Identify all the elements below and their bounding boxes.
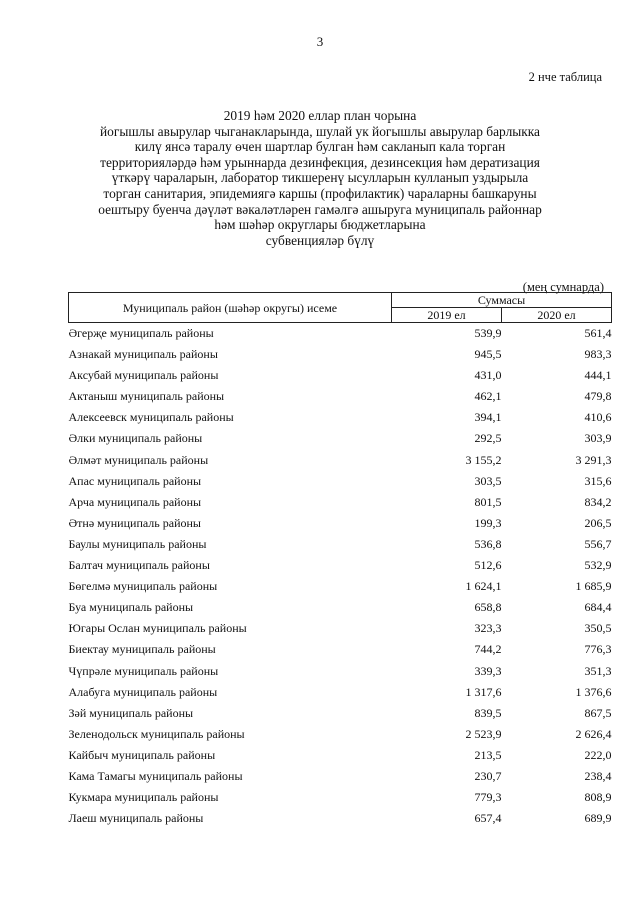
title-line: үткәрү чараларын, лаборатор тикшеренү ысулларын кулланып уздырыла [111,170,529,186]
table-row [69,555,612,576]
table-row [69,323,612,345]
table-row [69,597,612,618]
district-name-cell: Кайбыч муниципаль районы [68,747,216,762]
district-name-header: Муниципаль район (шәһәр округы) исеме [69,293,392,323]
district-name-cell: Арча муниципаль районы [68,494,202,509]
table-row [69,745,612,766]
value-2020-cell: 808,9 [584,790,612,805]
title-line: торган санитария, эпидемиягә каршы (профилактик) чараларны башкаруны [103,185,537,201]
table-row [69,618,612,639]
value-2019-cell: 657,4 [474,811,502,826]
value-2020-cell: 410,6 [584,410,612,425]
value-2020-cell: 351,3 [584,663,612,678]
value-2020-cell: 3 291,3 [575,452,612,467]
district-name-cell: Актаныш муниципаль районы [68,389,225,404]
value-2020-cell: 1 376,6 [575,684,612,699]
table-row [69,513,612,534]
title-line: 2019 һәм 2020 еллар план чорына [223,108,417,123]
value-2019-cell: 945,5 [474,347,502,362]
document-title [90,108,550,248]
value-2019-cell: 462,1 [474,389,502,404]
value-2019-cell: 1 317,6 [465,684,502,699]
value-2020-cell: 303,9 [584,431,612,446]
value-2019-cell: 536,8 [474,536,502,551]
table-row [69,724,612,745]
value-2020-cell: 444,1 [584,368,612,383]
value-2019-cell: 779,3 [474,790,502,805]
value-2020-cell: 532,9 [584,558,612,573]
district-name-cell: Югары Ослан муниципаль районы [68,621,247,636]
table-row [69,365,612,386]
table-row [69,428,612,449]
year-2019-header: 2019 ел [392,308,502,323]
district-name-cell: Биектау муниципаль районы [68,642,216,657]
value-2019-cell: 431,0 [474,368,502,383]
district-name-cell: Кукмара муниципаль районы [68,790,219,805]
value-2020-cell: 1 685,9 [575,579,612,594]
district-name-cell: Кама Тамагы муниципаль районы [68,768,243,783]
value-2019-cell: 394,1 [474,410,502,425]
value-2019-cell: 2 523,9 [465,726,502,741]
table-row [69,576,612,597]
value-2020-cell: 479,8 [584,389,612,404]
table-row [69,344,612,365]
district-name-cell: Лаеш муниципаль районы [68,811,204,826]
value-2019-cell: 303,5 [474,473,502,488]
district-name-cell: Әлки муниципаль районы [68,431,203,446]
value-2020-cell: 561,4 [584,326,612,340]
table-row [69,639,612,660]
value-2019-cell: 1 624,1 [465,579,502,594]
value-2020-cell: 689,9 [584,811,612,826]
table-row [69,407,612,428]
table-row [69,703,612,724]
district-name-cell: Буа муниципаль районы [68,600,194,615]
district-name-cell: Алабуга муниципаль районы [68,684,218,699]
value-2019-cell: 539,9 [474,326,502,340]
table-label: 2 нче таблица [528,70,602,84]
value-2020-cell: 206,5 [584,515,612,530]
district-name-cell: Баулы муниципаль районы [68,536,207,551]
year-2020-header: 2020 ел [502,308,612,323]
title-line: оештыру буенча дәүләт вәкаләтләрен гамәлгә ашыруга муниципаль районнар [98,201,542,217]
table-row [69,471,612,492]
title-line: килү янсә таралу өчен шартлар булган һәм сакланып кала торган [134,139,506,155]
value-2020-cell: 238,4 [584,768,612,783]
table-row [69,534,612,555]
value-2020-cell: 983,3 [584,347,612,362]
value-2019-cell: 323,3 [474,621,502,636]
value-2020-cell: 834,2 [584,494,612,509]
page-number: 3 [316,34,324,49]
district-name-cell: Чүпрәле муниципаль районы [68,663,219,678]
table-row [69,787,612,808]
value-2019-cell: 230,7 [474,768,502,783]
units-note: (мең сумнарда) [522,280,604,294]
value-2020-cell: 2 626,4 [575,726,612,741]
title-line: һәм шәһәр округлары бюджетларына [214,217,426,233]
value-2019-cell: 512,6 [474,558,502,573]
district-name-cell: Апас муниципаль районы [68,473,202,488]
table-row [69,450,612,471]
district-name-cell: Аксубай муниципаль районы [68,368,219,383]
district-name-cell: Зәй муниципаль районы [68,705,194,720]
district-name-cell: Бөгелмә муниципаль районы [68,579,218,594]
subvention-table [68,292,612,829]
value-2019-cell: 199,3 [474,515,502,530]
value-2020-cell: 684,4 [584,600,612,615]
value-2020-cell: 556,7 [584,536,612,551]
district-name-cell: Алексеевск муниципаль районы [68,410,234,425]
value-2020-cell: 350,5 [584,621,612,636]
table-row [69,386,612,407]
value-2019-cell: 658,8 [474,600,502,615]
value-2020-cell: 776,3 [584,642,612,657]
district-name-cell: Балтач муниципаль районы [68,558,210,573]
district-name-cell: Әгерҗе муниципаль районы [68,326,214,340]
value-2019-cell: 744,2 [474,642,502,657]
value-2019-cell: 339,3 [474,663,502,678]
title-line: субвенцияләр бүлү [265,232,375,248]
district-name-cell: Әтнә муниципаль районы [68,515,201,530]
district-name-cell: Әлмәт муниципаль районы [68,452,209,467]
value-2020-cell: 222,0 [584,747,612,762]
table-row [69,808,612,829]
value-2019-cell: 839,5 [474,705,502,720]
value-2019-cell: 213,5 [474,747,502,762]
district-name-cell: Азнакай муниципаль районы [68,347,218,362]
value-2019-cell: 292,5 [474,431,502,446]
sum-header: Суммасы [392,293,612,308]
table-row [69,492,612,513]
title-line: йогышлы авырулар чыганакларында, шулай ук йогышлы авырулар барлыкка [99,123,541,139]
title-line: территорияләрдә һәм урыннарда дезинфекция, дезинсекция һәм дератизация [100,154,540,170]
value-2019-cell: 3 155,2 [465,452,502,467]
value-2020-cell: 867,5 [584,705,612,720]
table-row [69,661,612,682]
district-name-cell: Зеленодольск муниципаль районы [68,726,245,741]
value-2019-cell: 801,5 [474,494,502,509]
value-2020-cell: 315,6 [584,473,612,488]
table-row [69,682,612,703]
table-row [69,766,612,787]
